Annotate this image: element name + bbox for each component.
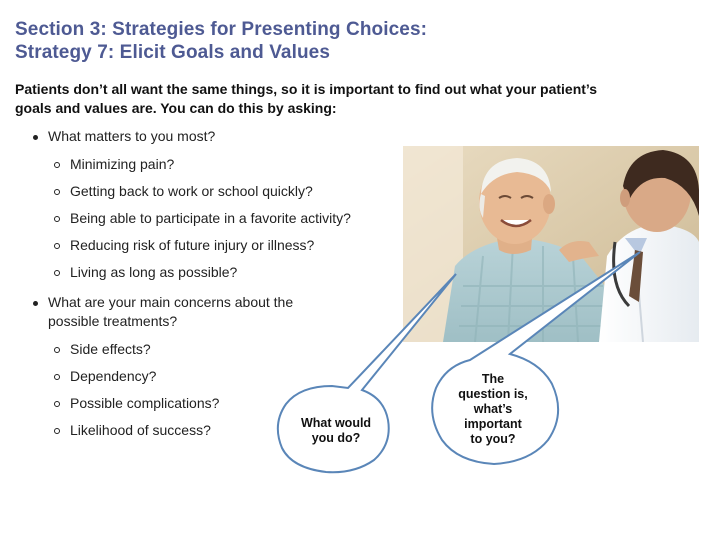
list-item-text: Minimizing pain? — [70, 156, 175, 172]
list-item-text: Being able to participate in a favorite activity? — [70, 210, 351, 226]
doctor-bubble-line-2: question is, — [458, 387, 528, 401]
list-item-text: Dependency? — [70, 368, 157, 384]
doctor-bubble-line-3: what’s — [473, 402, 513, 416]
doctor-bubble-line-4: important — [464, 417, 522, 431]
patient-bubble-line-1: What would — [300, 416, 372, 430]
question-2-line-1: What are your main concerns about the — [48, 294, 294, 310]
doctor-bubble-text — [444, 372, 542, 447]
patient-bubble-line-2: you do? — [311, 431, 361, 445]
list-item-text: Reducing risk of future injury or illness? — [70, 237, 315, 253]
list-item-text: Getting back to work or school quickly? — [70, 183, 313, 199]
patient-bubble-text — [288, 416, 384, 446]
list-item-text: Living as long as possible? — [70, 264, 238, 280]
doctor-bubble-line-5: to you? — [470, 432, 516, 446]
title-line-2: Strategy 7: Elicit Goals and Values — [15, 42, 331, 63]
question-1-text: What matters to you most? — [48, 128, 216, 144]
list-item-text: Possible complications? — [70, 395, 220, 411]
list-item-text: Side effects? — [70, 341, 151, 357]
intro-line-2: goals and values are. You can do this by asking: — [15, 100, 337, 116]
doctor-bubble-line-1: The — [481, 372, 505, 386]
list-item-text: Likelihood of success? — [70, 422, 211, 438]
question-2-line-2: possible treatments? — [48, 313, 178, 329]
intro-line-1: Patients don’t all want the same things, so it is important to find out what your patient’s — [15, 81, 598, 97]
title-line-1: Section 3: Strategies for Presenting Choices: — [15, 19, 428, 40]
